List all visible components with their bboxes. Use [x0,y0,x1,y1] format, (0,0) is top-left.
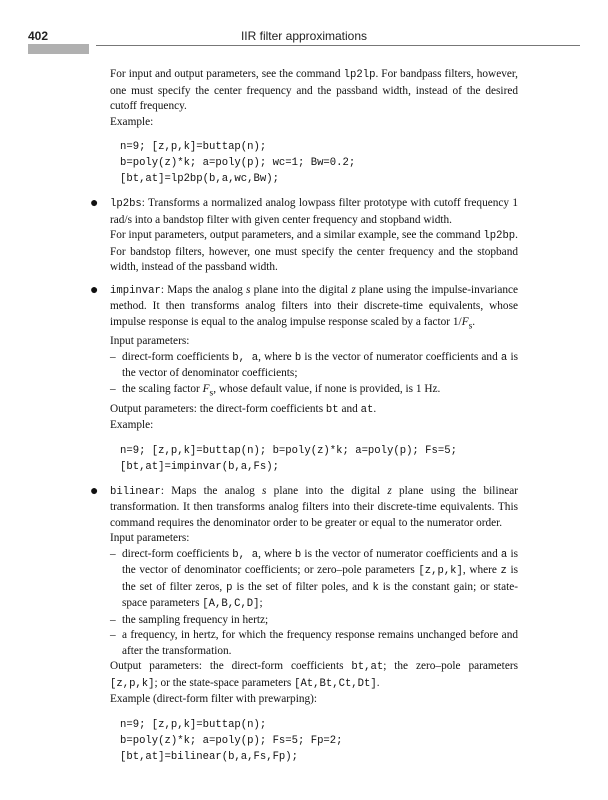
header-tab-bar [28,44,89,54]
impinvar-input-2: – the scaling factor $F_s$, whose default value, if none is provided, is 1 Hz. [110,382,518,402]
example-label: Example: [110,419,154,431]
bullet-icon: ● [90,196,99,211]
bilinear-input-3: – a frequency, in hertz, for which the frequency response remains unchanged before and after the transformation. [110,628,518,659]
lp2bs-description: lp2bs: Transforms a normalized analog lowpass filter prototype with cutoff frequency 1 rad/s into a bandstop filter with given center frequency and stopband width. [110,197,518,226]
impinvar-output: Output parameters: the direct-form coefficients bt and at. [110,402,377,416]
code-line: n=9; [z,p,k]=buttap(n); [120,141,267,153]
bilinear-input-1: – direct-form coefficients b, a, where b is the vector of numerator coefficients and a is the vector of denominator coefficients; or zero–pole parameters [z,p,k], where z is the set of filter zeros, p is the set of filter poles, and k is the constant gain; or state-space parameters [A,B,C,D]; [110,547,518,613]
code-line: [bt,at]=bilinear(b,a,Fs,Fp); [120,750,299,763]
bilinear-input-2: – the sampling frequency in hertz; [110,613,518,629]
list-item-lp2bs [90,196,518,276]
code-block-lp2bp [120,139,518,187]
bilinear-output: Output parameters: the direct-form coefficients bt,at; the zero–pole parameters [z,p,k]; or the state-space parameters [At,Bt,Ct,Dt]. [110,660,518,690]
list-item-bilinear [90,483,519,765]
code-line: n=9; [z,p,k]=buttap(n); b=poly(z)*k; a=poly(p); Fs=5; [120,444,457,457]
running-title: IIR filter approximations [240,29,368,43]
impinvar-input-1: – direct-form coefficients b, a, where b is the vector of numerator coefficients and a is the vector of denominator coefficients; [110,350,518,382]
code-block-bilinear [120,717,518,765]
code-line: n=9; [z,p,k]=buttap(n); [120,718,267,731]
list-item-impinvar [90,282,519,475]
code-line: [bt,at]=lp2bp(b,a,wc,Bw); [120,173,279,185]
bullet-icon: ● [90,282,99,298]
bilinear-description: bilinear: Maps the analog s plane into the digital z plane using the bilinear transformation. It then transforms analog filters into their discrete-time equivalents. This command requires the denominator order to be greater or equal to the numerator order. [110,484,519,529]
bullet-icon: ● [90,483,99,499]
code-block-impinvar [120,443,518,475]
example-label: Example: [110,115,154,128]
bilinear-input-label: Input parameters: [110,532,190,544]
code-line: b=poly(z)*k; a=poly(p); Fs=5; Fp=2; [120,734,343,747]
page-number: 402 [28,29,49,43]
header-rule [96,45,580,46]
impinvar-input-label: Input parameters: [110,335,190,348]
impinvar-description: impinvar: Maps the analog s plane into the digital z plane using the impulse-invariance method. It then transforms analog filters into their discrete-time equivalents, whose impulse response is equal to the analog impulse response scaled by a factor $1/F_s$. [110,283,519,331]
code-line: [bt,at]=impinvar(b,a,Fs); [120,460,279,473]
page-body [90,67,519,774]
page-header [0,0,608,60]
code-line: b=poly(z)*k; a=poly(p); wc=1; Bw=0.2; [120,157,356,169]
intro-paragraph: For input and output parameters, see the command lp2lp. For bandpass filters, however, one must specify the center frequency and the passband width, instead of the desired cutoff frequency. [110,68,519,112]
example-label: Example (direct-form filter with prewarping): [110,693,318,705]
lp2bs-note: For input parameters, output parameters, and a similar example, see the command lp2bp. For bandstop filters, however, one must specify the center frequency and the stopband width, instead of the passband width. [110,229,518,273]
